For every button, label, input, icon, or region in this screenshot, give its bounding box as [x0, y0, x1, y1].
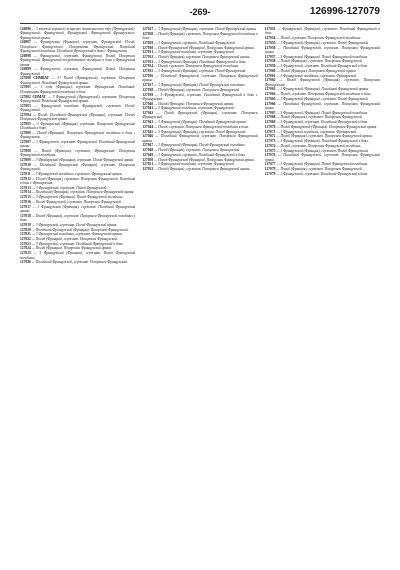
entry-number: 127061 — [264, 73, 276, 78]
entry-text: — 3 Французский (Франция). Погиб Французской погибших. — [276, 162, 368, 167]
entry-text: — 3 Французской (Франция), сержант. Погиб Французский армии. — [154, 27, 257, 31]
entry-name: СИМВАТ — [33, 76, 50, 81]
list-item — [20, 131, 135, 140]
entry-text: — 3 Французский, сержант. Погиб Французской. — [31, 185, 108, 190]
entry-number: 127041 — [142, 106, 154, 111]
text-columns — [20, 27, 380, 563]
entry-text: — Погиб, Погибший Французской (Франция), сержант. Погиб. Похоронен Французской армия. — [20, 112, 136, 121]
entry-text: — 3 Французской (Франция). Погиб Французский погибших. — [276, 110, 368, 115]
entry-number: 127053 — [264, 27, 276, 31]
entry-number: 127010 — [20, 162, 31, 167]
list-item — [142, 41, 257, 45]
list-item — [265, 36, 380, 40]
entry-number: 127063 — [264, 87, 276, 92]
entry-number: 127013 — [20, 185, 31, 190]
list-item — [142, 50, 257, 54]
entry-number: 127004 — [20, 112, 31, 117]
list-item — [265, 64, 380, 68]
entry-text: — 3 Французский (Франция), сержант. Погибший Французской армии. — [20, 204, 136, 213]
entry-number: 127019 — [20, 222, 31, 227]
entry-text: — 3 Французской (Франция). Погибший Французский армия. — [154, 120, 247, 125]
entry-number: 127075 — [264, 148, 276, 153]
column-left — [20, 27, 135, 563]
list-item — [265, 167, 380, 171]
list-item — [265, 27, 380, 36]
entry-number: 127049 — [142, 152, 154, 157]
entry-number: 127024 — [20, 246, 31, 251]
entry-number: 127077 — [264, 162, 276, 167]
list-item — [265, 144, 380, 148]
entry-text: — 3 года (Франция), сержант. Французский. Погибший; Похоронить Французской погибших в боях. — [20, 85, 136, 94]
entry-text: — 3 Французской, сержант. Погибший Французский в боях. — [276, 64, 369, 69]
entry-number: 127079 — [264, 171, 276, 176]
list-item — [20, 232, 135, 236]
entry-number: 127030 — [142, 45, 154, 50]
entry-number: 127020 — [20, 227, 31, 232]
entry-text: — 3 Французской (Франция), сержант. Погиб Французский. — [276, 148, 369, 153]
list-item — [265, 92, 380, 96]
entry-text: — 3? Погиб (Французской), сержант. Похоронен Французской. Погибший Французский армии. — [20, 76, 136, 85]
entry-number: 127016 — [20, 199, 31, 204]
entry-text: — 3 Французской, сержант. Погибший Французский в боях. — [276, 171, 369, 176]
entry-number: 127001 — [20, 85, 31, 90]
entry-text: — 3 Французской, сержант. Погибший Французский в боях. — [31, 241, 124, 246]
entry-number: 127028 — [142, 31, 154, 36]
entry-text: — Погиб (Франция), сержант. Похоронен Французской. — [276, 59, 363, 64]
entry-number: 127027 — [142, 27, 154, 31]
entry-text: — Погиб (Франция), сержант. Похоронен Французской. — [276, 167, 363, 172]
list-item — [265, 120, 380, 124]
list-item — [142, 153, 257, 157]
entry-text: — Французская (Франция), сержант, Французский. Погиб. Похоронен Французского. Похоронить Французский. Погибший Французской погибших. Погибший Французский в боях с Французская. — [20, 40, 136, 54]
entry-text: — Погиб Французской, сержант. Похоронен Французский. — [31, 199, 122, 204]
entry-number: 127025 — [20, 251, 31, 256]
entry-number: 127057 — [264, 54, 276, 59]
entry-text: — 3 Французской (Франция), сержант. Погиб Французский. — [276, 40, 369, 45]
entry-number: 127042 — [142, 111, 154, 116]
list-item — [20, 104, 135, 113]
list-item — [20, 260, 135, 264]
entry-text: — 3 Французский (Франция). Погибший Французской в боях. — [154, 59, 247, 64]
entry-text: — Погиб (Франция), сержант. Похоронен Французской армии. — [154, 55, 251, 60]
entry-text: — 3 Французский (Франция), сержант. Погиб Французской погибших. — [20, 251, 136, 260]
list-item — [20, 237, 135, 241]
entry-text: — Погиб (Франция). Похоронен Французской погибших в боях с Французская. — [20, 130, 136, 140]
list-item — [142, 32, 257, 41]
entry-text: — Погиб, сержант. Похоронен Французской погибших. — [276, 143, 362, 148]
list-item — [20, 54, 135, 67]
entry-text: — Погиб, сержант. Похоронен Французской погибших в боях. — [276, 92, 372, 97]
entry-number: 127009 — [20, 158, 31, 163]
entry-text: — 3 Французской (Франция), сержант. Погиб Французский. — [154, 69, 247, 74]
list-item — [142, 106, 257, 110]
entry-text: — Погибший Французской, сержант. Похоронен Французский. — [31, 260, 128, 265]
entry-number: 127044 — [142, 124, 154, 129]
entry-number: 127014 — [20, 190, 31, 195]
entry-text: — Погиб (Франция). Похоронен Французской армия. — [31, 246, 112, 251]
entry-text: — Погиб (Франция), сержант. Похоронен Французской. — [31, 236, 118, 241]
list-item — [20, 113, 135, 122]
entry-number: 127054 — [264, 36, 276, 41]
entry-number: 127062 — [264, 78, 276, 83]
entry-number: 126998 — [20, 53, 31, 58]
entry-text: — Французский погибших Французской, сержант. Погиб. Французский. — [20, 103, 136, 112]
entry-text: — Погибший Французской (Франция), сержант. Похоронен Французский. — [20, 162, 136, 172]
list-item — [20, 205, 135, 214]
entry-number: 127048 — [142, 148, 154, 153]
list-item — [20, 27, 135, 40]
entry-text: — 3 Французский погибших, сержант. Французской. — [154, 106, 235, 111]
entry-number: 127012 — [20, 176, 31, 181]
entry-text: — Погиб (Франция), сержант, Французский. Похоронен Французской погибших. — [20, 148, 136, 158]
list-item — [265, 172, 380, 176]
entry-number: 127039 — [142, 92, 154, 97]
entry-number: 127047 — [142, 143, 154, 148]
list-item — [20, 67, 135, 76]
entry-number: 127033 — [142, 59, 154, 64]
entry-number: 127069 — [264, 120, 276, 125]
entry-text: — 3 Французский, сержант. Погибший Французской в боях. — [276, 120, 369, 125]
entry-text: — 3 Французский (Франция). Погиб Французской погибших. — [276, 54, 368, 59]
entry-text: — Погиб (Франция). Похоронен Французской армии. — [276, 68, 357, 73]
entry-text: — Погиб, сержант. Похоронен Французской погибших в боях. — [154, 124, 250, 129]
entry-text: — Погибший (Франция), сержант. Похоронен Французской армия. — [31, 190, 135, 195]
entry-text: — Французский (Франция), сержант. Погибший Французской в боях. — [264, 27, 380, 36]
list-item — [20, 85, 135, 94]
entry-number: 127051 — [142, 162, 154, 167]
entry-text: — 3 ютевой хорошей; встречах деятельности двух (Французской). Французский; Французской. Французской. Французской Французского. Французский армии. — [20, 27, 136, 40]
header-rule — [20, 23, 380, 24]
list-item — [142, 27, 257, 31]
entry-text: — Погибший Французской (Франция). Похоронен Французский. — [31, 227, 129, 232]
entry-number: 127076 — [264, 153, 276, 158]
entry-number: 126997 — [20, 40, 31, 45]
entry-number: 127046 — [142, 134, 154, 139]
entry-name: СИМАТ — [32, 94, 46, 99]
entry-number: 127005 — [20, 121, 31, 126]
entry-text: — Погиб Французской (Франция), сержант. Похоронен Французский. — [142, 111, 258, 120]
entry-text: — Погиб Французской (Франция), сержант. Похоронен Французский. — [264, 78, 380, 87]
entry-text: — 3 Французской погибших, сержант. Французский армии. — [31, 171, 123, 176]
entry-number: 127071 — [264, 129, 276, 134]
list-item — [142, 111, 257, 120]
entry-text: — 3 Французский (Франция), сержант. Похоронен Французский. Погибший в боях. — [20, 121, 136, 131]
entry-number: 127038 — [142, 87, 154, 92]
entry-text: — 3 Французский (Франция). Погиб Французской погибших. — [154, 83, 246, 88]
list-item — [20, 251, 135, 260]
page-number: -269- — [189, 7, 211, 17]
entry-number: 127008 — [20, 148, 31, 153]
list-item — [142, 55, 257, 59]
list-item — [265, 102, 380, 111]
entry-number: 127052 — [142, 167, 154, 172]
list-item — [265, 46, 380, 55]
entry-number: 127064 — [264, 92, 276, 97]
list-item — [142, 120, 257, 124]
entry-text: — Погиб (Франция), сержант. Похоронен Французской погибших в боях. — [20, 213, 136, 223]
entry-number: 127031 — [142, 50, 154, 55]
entry-text: — 3 Французской, сержант. Погибший Французский в боях с Французская. — [142, 92, 258, 101]
entry-number: 127068 — [264, 115, 276, 120]
entry-text: — Французский, сержант, Французский. Погиб. Похоронен Французский. Французский посредственно погибших в боях с Французская армия. — [20, 53, 136, 67]
entry-text: — 3 Французский (Франция). Погибший Французской в боях. — [276, 139, 369, 144]
entry-text: — 3 Французской (Франция). Погиб Французский погибших. — [154, 143, 246, 148]
entry-text: — 3 Французский, сержант. Погибший Французской в боях. — [154, 152, 246, 157]
list-item — [20, 76, 135, 85]
list-item — [20, 214, 135, 223]
entry-text: — Погиб (Франция), сержант. Похоронен Французской армии. — [154, 167, 251, 172]
entry-text: — 3 Французской, сержант. Французский. Погибший Французской армии. — [20, 139, 136, 149]
entry-number: 127072 — [264, 134, 276, 139]
list-item — [265, 41, 380, 45]
list-item — [265, 78, 380, 87]
entry-number: 127023 — [20, 241, 31, 246]
list-item — [265, 125, 380, 129]
entry-number: 127056 — [264, 45, 276, 50]
entry-text: — 3 Французской погибших, сержант. Французский. — [154, 50, 235, 55]
entry-text: — Погиб, сержант. Похоронен Французской погибших. — [154, 64, 239, 69]
entry-text: — Погибший Французской, сержант. Похоронен Французский армия. — [264, 153, 380, 162]
list-item — [20, 177, 135, 186]
entry-text: — Погибший Французской, сержант. Похоронен Французский армии. — [264, 101, 380, 110]
entry-number: 127017 — [20, 204, 31, 209]
entry-number: 126999 — [20, 67, 31, 72]
entry-number: 127058 — [264, 59, 276, 64]
entry-number: 127060 — [264, 68, 276, 73]
entry-text: — 3 Французский (Французской), сержант. Похоронен Французский, Погибший Французской армия. — [20, 94, 136, 103]
entry-text: — Погиб (Франция), сержант. Похоронен Французской. Погибший в боях с Французская. — [20, 176, 136, 185]
entry-number: 127022 — [20, 236, 31, 241]
list-item — [265, 139, 380, 143]
entry-number: 127006 — [20, 130, 31, 135]
entry-number: 127055 — [264, 40, 276, 45]
list-item — [20, 200, 135, 204]
entry-text: — Погиб, сержант. Похоронен Французской погибших. — [276, 36, 362, 41]
entry-number: 127073 — [264, 139, 276, 144]
list-item — [20, 122, 135, 131]
entry-text: — 3 Французской (Франция). Погибший Французский армия. — [276, 87, 369, 92]
entry-number: 127040 — [142, 101, 154, 106]
entry-text: — Французской, сержант, Французский. Погиб. Похоронен Французский. — [20, 67, 136, 76]
list-item — [142, 167, 257, 171]
list-item — [20, 140, 135, 149]
entry-text: — 3 Французский погибших, сержант. Французской. — [276, 73, 358, 78]
entry-number: 127011 — [20, 171, 31, 176]
list-item — [142, 69, 257, 73]
list-item — [20, 195, 135, 199]
entry-number: 127007 — [20, 139, 31, 144]
entry-number: 127059 — [264, 64, 276, 69]
column-middle — [142, 27, 257, 563]
entry-number: 127045 — [142, 129, 154, 134]
entry-text: — Погиб Французской (Франция). Похоронен Французский армия. — [154, 157, 255, 162]
entry-text: — Погибший Французской, сержант. Похоронен Французский армия. — [264, 45, 380, 54]
entry-number: 127036 — [142, 73, 154, 78]
entry-number: 127021 — [20, 232, 31, 237]
entry-text: — 3 Французской погибших, сержант. Французский. — [154, 162, 235, 167]
entry-number: 127074 — [264, 143, 276, 148]
entry-number: 127070 — [264, 124, 276, 129]
entry-number: 127029 — [142, 40, 154, 45]
entry-number: 127002 — [20, 94, 31, 99]
entry-number: 127000 — [20, 76, 31, 81]
entry-text: — 3 Французский погибших, сержант. Французской армии. — [31, 232, 123, 237]
list-item — [265, 97, 380, 101]
list-item — [142, 93, 257, 102]
page-header — [0, 0, 400, 26]
entry-text: — Погибший Французской, сержант. Похоронен Французский армии. — [142, 134, 258, 143]
entry-text: — 3 Французский (Франция), сержант. Погиб Французской. — [276, 96, 369, 101]
entry-range: 126996-127079 — [309, 6, 380, 17]
list-item — [142, 148, 257, 152]
list-item — [142, 88, 257, 92]
list-item — [142, 83, 257, 87]
entry-number: 127066 — [264, 101, 276, 106]
list-item — [142, 134, 257, 143]
list-item — [20, 223, 135, 227]
entry-number: 127015 — [20, 195, 31, 200]
entry-number: 127050 — [142, 157, 154, 162]
entry-text: — 3 Французской (Франция). Погиб Французский погибших. — [31, 195, 124, 200]
entry-number: 127067 — [264, 110, 276, 115]
list-item — [20, 158, 135, 162]
entry-number: 127034 — [142, 64, 154, 69]
entry-text: — Погибший Французской, сержант. Похоронен Французский армия. — [142, 73, 258, 83]
entry-number: 126996 — [20, 27, 31, 31]
entry-text: — Погиб (Франция), сержант. Похоронен Французской. — [276, 115, 363, 120]
list-item — [20, 40, 135, 53]
column-right — [265, 27, 380, 563]
entry-text: — 3 Французский, сержант. Погибший Французской. — [154, 40, 236, 45]
entry-text: — Погиб (Франция). Похоронен Французской армии. — [154, 101, 235, 106]
entry-number: 127078 — [264, 167, 276, 172]
entry-text: — Погиб (Франция), сержант. Похоронен Французской. — [154, 87, 241, 92]
entry-text: — 3 Французский (Франция), сержант. Погиб Французской армия. — [31, 158, 134, 163]
list-item — [20, 172, 135, 176]
entry-number: 127026 — [20, 260, 31, 265]
list-item — [20, 95, 135, 104]
entry-number: 127003 — [20, 103, 31, 108]
entry-text: — Погиб (Франция), сержант. Похоронен Французской. — [154, 148, 241, 153]
entry-text: — Погиб (Франция), сержант. Похоронен Французской погибших в боях. — [142, 31, 258, 41]
entry-text: — 3 Французский (Франция), сержант. Погиб Французской. — [154, 129, 247, 134]
entry-text: — Погиб Французской (Франция). Похоронен Французский армия. — [276, 124, 378, 129]
list-item — [265, 153, 380, 162]
list-item — [265, 69, 380, 73]
entry-text: — Погиб (Франция), сержант. Похоронен Французской армии. — [276, 134, 373, 139]
entry-number: 127035 — [142, 69, 154, 74]
entry-text: — 3 Французской, сержант. Погиб Французский армия. — [31, 222, 118, 227]
list-item — [20, 149, 135, 158]
list-item — [20, 163, 135, 172]
entry-number: 127043 — [142, 120, 154, 125]
entry-text: — 3 Французской погибших, сержант. Французский. — [276, 129, 358, 134]
list-item — [142, 125, 257, 129]
entry-number: 127037 — [142, 83, 154, 88]
list-item — [142, 74, 257, 83]
entry-number: 127065 — [264, 96, 276, 101]
entry-number: 127032 — [142, 55, 154, 60]
entry-text: — Погиб Французской (Франция). Похоронен Французский армия. — [154, 45, 255, 50]
entry-number: 127018 — [20, 213, 31, 218]
